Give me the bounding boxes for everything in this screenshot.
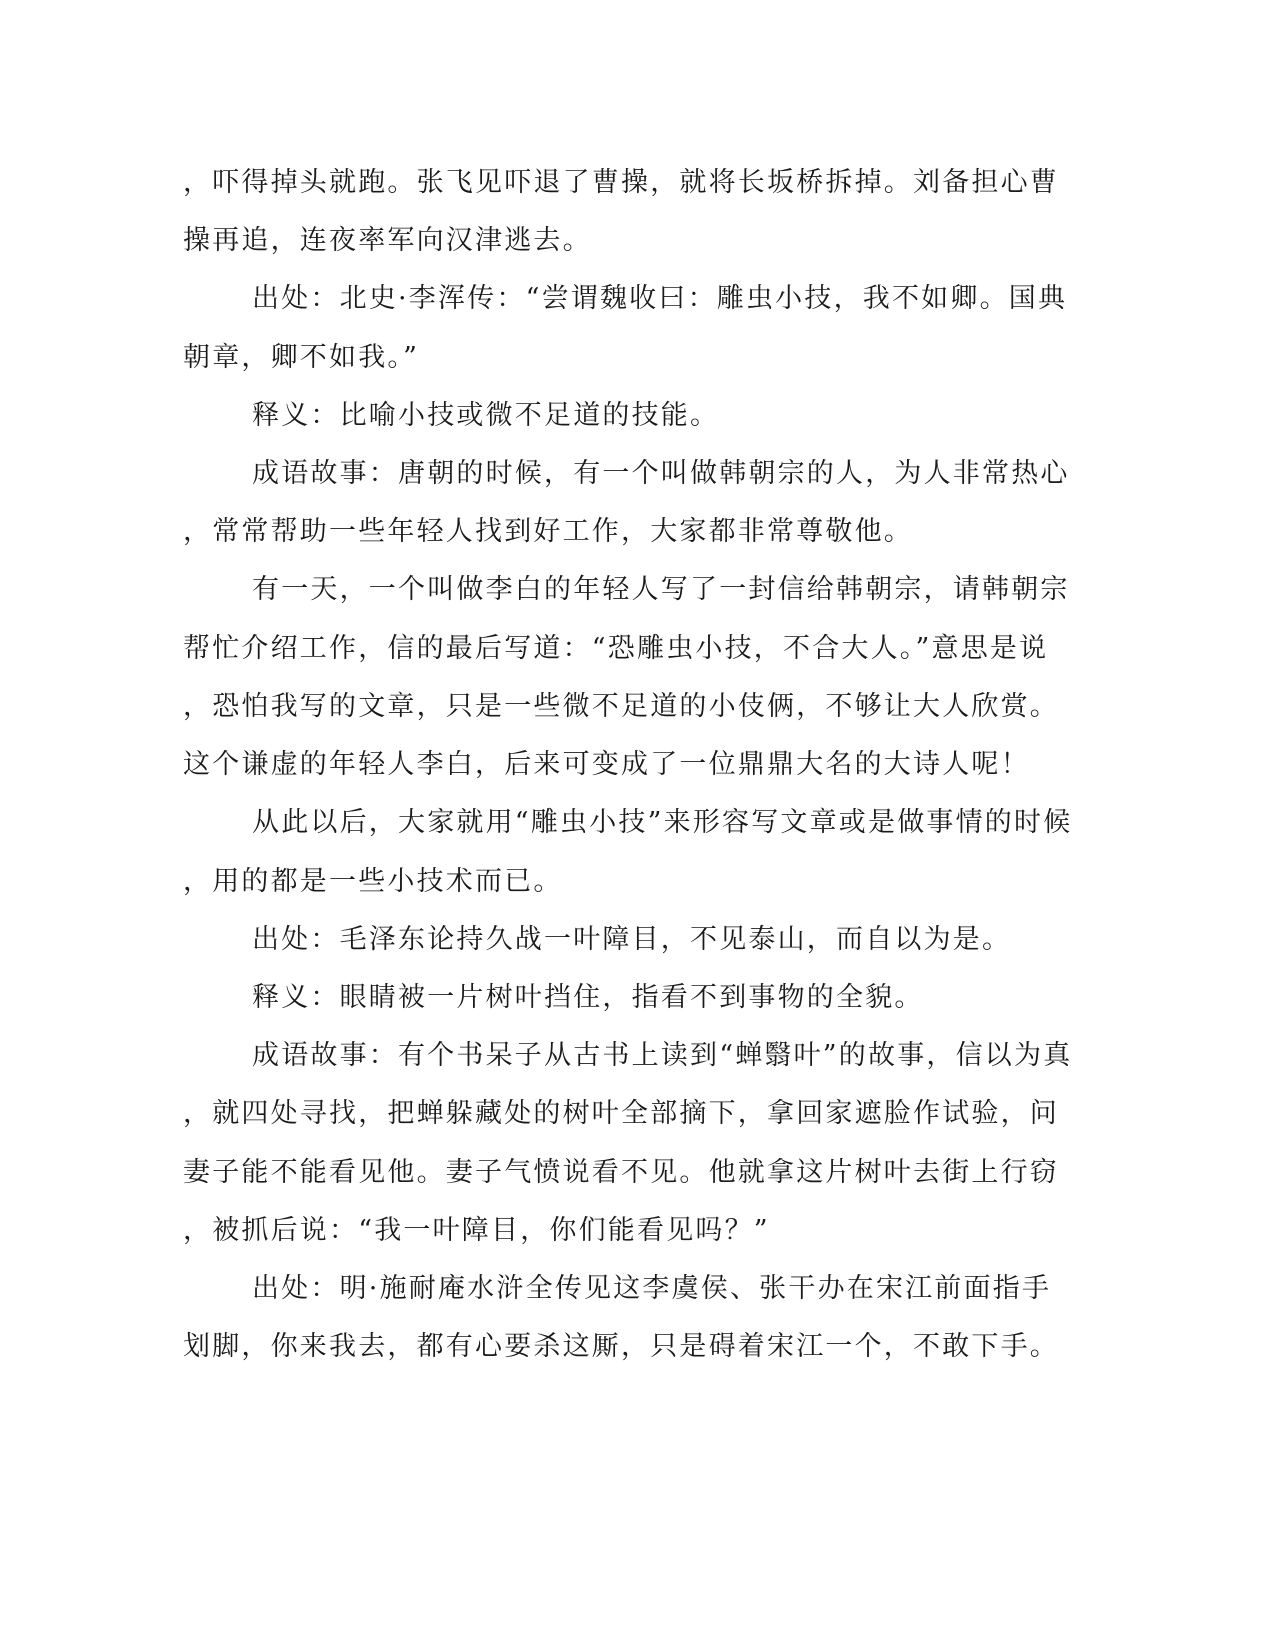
text-line: ，吓得掉头就跑。张飞见吓退了曹操，就将长坂桥拆掉。刘备担心曹	[183, 167, 1059, 198]
text-line: ，就四处寻找，把蝉躲藏处的树叶全部摘下，拿回家遮脸作试验，问	[183, 1098, 1059, 1129]
text-line: 妻子能不能看见他。妻子气愤说看不见。他就拿这片树叶去街上行窃	[183, 1157, 1059, 1188]
text-line: 操再追，连夜率军向汉津逃去。	[183, 225, 592, 256]
text-line: 这个谦虚的年轻人李白，后来可变成了一位鼎鼎大名的大诗人呢！	[183, 749, 1030, 780]
text-line: 成语故事：唐朝的时候，有一个叫做韩朝宗的人，为人非常热心	[252, 458, 1070, 489]
text-line: 成语故事：有个书呆子从古书上读到“蝉翳叶”的故事，信以为真	[252, 1040, 1073, 1071]
text-line: ，恐怕我写的文章，只是一些微不足道的小伎俩，不够让大人欣赏。	[183, 691, 1059, 722]
text-line: ，被抓后说：“我一叶障目，你们能看见吗？”	[183, 1215, 770, 1246]
text-line: ，常常帮助一些年轻人找到好工作，大家都非常尊敬他。	[183, 516, 913, 547]
text-line: ，用的都是一些小技术而已。	[183, 866, 563, 897]
text-line: 出处：毛泽东论持久战一叶障目，不见泰山，而自以为是。	[252, 924, 1012, 955]
text-line: 出处：明·施耐庵水浒全传见这李虞侯、张干办在宋江前面指手	[252, 1273, 1052, 1304]
text-line: 帮忙介绍工作，信的最后写道：“恐雕虫小技，不合大人。”意思是说	[183, 633, 1049, 664]
text-line: 从此以后，大家就用“雕虫小技”来形容写文章或是做事情的时候	[252, 807, 1073, 838]
text-line: 有一天，一个叫做李白的年轻人写了一封信给韩朝宗，请韩朝宗	[252, 574, 1070, 605]
text-line: 释义：眼睛被一片树叶挡住，指看不到事物的全貌。	[252, 982, 924, 1013]
text-line: 释义：比喻小技或微不足道的技能。	[252, 400, 720, 431]
text-line: 划脚，你来我去，都有心要杀这厮，只是碍着宋江一个，不敢下手。	[183, 1331, 1059, 1362]
text-line: 朝章，卿不如我。”	[183, 342, 420, 373]
text-line: 出处：北史·李浑传：“尝谓魏收曰：雕虫小技，我不如卿。国典	[252, 283, 1068, 314]
